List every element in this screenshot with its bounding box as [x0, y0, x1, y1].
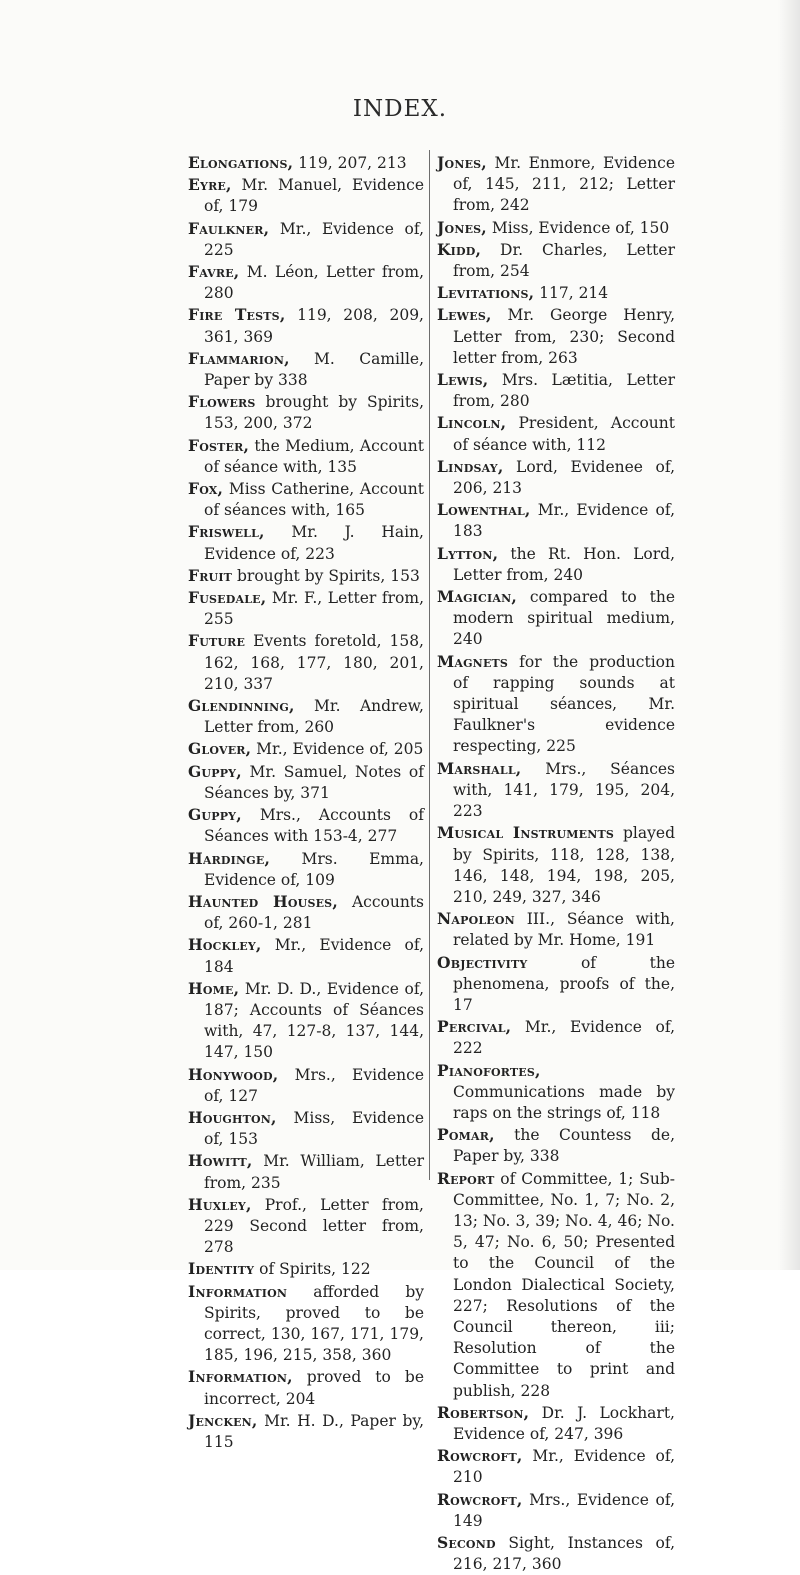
index-entry-text: Events foretold, 158, 162, 168, 177, 180, 201, 210, 337 [204, 632, 424, 693]
index-entry-text: Lord, Evidenee of, 206, 213 [453, 457, 675, 498]
index-entry-text: M. Camille, Paper by 338 [204, 349, 424, 390]
index-entry-heading: Flammarion, [188, 348, 290, 368]
index-entry-heading: Faulkner, [188, 218, 270, 238]
index-entry-heading: Lindsay, [437, 456, 504, 476]
index-entry [188, 1064, 424, 1107]
index-entry-heading: Guppy, [188, 805, 242, 825]
index-entry [437, 239, 675, 282]
index-entry-text: for the production of rapping sounds at spiritual séances, Mr. Faulkner's evidence respecting, 225 [453, 652, 675, 756]
index-entry-heading: Marshall, [437, 758, 522, 778]
index-entry [437, 1168, 675, 1402]
index-entry-text: Mrs., Evidence of, 149 [453, 1490, 675, 1530]
index-entry-text: Mr., Evidence of, 210 [453, 1447, 675, 1487]
index-entry-text: 119, 207, 213 [293, 154, 407, 172]
index-entry-heading: Rowcroft, [437, 1489, 523, 1509]
index-entry [437, 412, 675, 455]
index-entry-heading: Fruit [188, 565, 233, 585]
index-entry-text: Mr., Evidence of, 225 [204, 219, 424, 259]
index-entry [188, 891, 424, 934]
index-entry-text: 119, 208, 209, 361, 369 [204, 306, 424, 346]
index-entry-heading: Report [437, 1168, 495, 1188]
index-entry-heading: Hardinge, [188, 848, 271, 868]
index-entry-heading: Magician, [437, 587, 517, 607]
index-entry-heading: Houghton, [188, 1107, 277, 1127]
index-entry [188, 521, 424, 564]
index-entry-heading: Pianofortes, [437, 1060, 541, 1080]
index-entry-text: Mr., Evidence of, 205 [251, 740, 424, 759]
index-entry-text: Mr. J. Hain, Evidence of, 223 [204, 523, 424, 563]
index-entry [188, 478, 424, 521]
index-entry-text: Miss, Evidence of, 153 [204, 1108, 424, 1149]
index-entry [437, 586, 675, 651]
index-entry-text: Miss, Evidence of, 150 [486, 218, 670, 237]
index-entry-heading: Objectivity [437, 952, 528, 972]
index-entry-heading: Jones, [437, 153, 487, 172]
index-entry-heading: Percival, [437, 1017, 512, 1037]
index-entry [437, 952, 675, 1017]
index-entry-heading: Flowers [188, 392, 256, 412]
index-entry-heading: Jones, [437, 217, 487, 237]
index-entry-heading: Rowcroft, [437, 1446, 523, 1466]
index-entry-heading: Foster, [188, 435, 250, 455]
index-entry-text: the Countess de, Paper by, 338 [453, 1126, 675, 1166]
index-entry [437, 1016, 675, 1059]
index-entry [437, 1532, 675, 1575]
index-entry-text: brought by Spirits, 153 [232, 566, 420, 585]
index-entry-heading: Lewis, [437, 370, 489, 390]
index-entry-heading: Hockley, [188, 935, 262, 955]
index-entry-heading: Fusedale, [188, 588, 267, 608]
index-entry-text: Communications made by raps on the strings of, 118 [453, 1082, 675, 1122]
index-entry-text: M. Léon, Letter from, 280 [204, 263, 424, 303]
index-entry-text: Mrs., Evidence of, 127 [204, 1065, 424, 1105]
index-entry-heading: Huxley, [188, 1194, 252, 1214]
index-entry-text: compared to the modern spiritual medium, 240 [453, 588, 675, 649]
index-entry-text: Prof., Letter from, 229 Second letter from, 278 [204, 1195, 424, 1257]
index-entry-text: brought by Spirits, 153, 200, 372 [204, 393, 424, 433]
index-entry-heading: Musical Instruments [437, 823, 615, 843]
index-entry-heading: Lewes, [437, 305, 492, 325]
index-entry [437, 456, 675, 499]
index-entry-heading: Lytton, [437, 543, 499, 563]
index-entry [188, 761, 424, 804]
index-entry [188, 152, 424, 174]
index-entry [437, 499, 675, 542]
index-column-right [437, 152, 675, 1575]
index-entry-heading: Napoleon [437, 909, 515, 929]
index-entry-heading: Lincoln, [437, 413, 507, 433]
index-entry [437, 758, 675, 823]
index-entry-text: Mr. William, Letter from, 235 [204, 1152, 424, 1192]
index-entry-text: the Medium, Account of séance with, 135 [204, 436, 424, 476]
index-entry-heading: Jencken, [188, 1410, 258, 1430]
index-entry-heading: Robertson, [437, 1402, 530, 1422]
index-entry-text: Mr. Enmore, Evidence of, 145, 211, 212; Letter from, 242 [453, 154, 675, 215]
index-entry-text: Mrs. Lætitia, Letter from, 280 [453, 371, 675, 411]
index-entry [188, 934, 424, 977]
index-entry-text: Dr. Charles, Letter from, 254 [453, 240, 675, 281]
index-entry-text: III., Séance with, related by Mr. Home, 191 [453, 910, 675, 950]
index-entry-text: Mr. H. D., Paper by, 115 [204, 1411, 424, 1451]
index-entry-text: Dr. J. Lockhart, Evidence of, 247, 396 [453, 1403, 675, 1443]
index-entry [437, 822, 675, 908]
index-entry-heading: Honywood, [188, 1064, 279, 1084]
index-entry [437, 1060, 675, 1125]
index-entry-text: Miss Catherine, Account of séances with, 165 [204, 480, 424, 520]
index-entry-text: Mr., Evidence of, 183 [453, 501, 675, 541]
index-entry-heading: Pomar, [437, 1125, 495, 1145]
index-entry [188, 587, 424, 630]
index-entry-text: Accounts of, 260-1, 281 [204, 892, 424, 933]
index-entry [188, 695, 424, 738]
index-entry [188, 174, 424, 217]
index-entry [188, 1281, 424, 1367]
index-entry-text: afforded by Spirits, proved to be correct, 130, 167, 171, 179, 185, 196, 215, 358, 360 [204, 1282, 424, 1365]
index-entry-heading: Friswell, [188, 522, 265, 542]
index-entry [437, 543, 675, 586]
index-entry-text: Mrs., Séances with, 141, 179, 195, 204, 223 [453, 759, 675, 821]
index-entry [437, 282, 675, 304]
index-entry-text: Mrs., Accounts of Séances with 153-4, 277 [204, 806, 424, 846]
index-entry [188, 848, 424, 891]
index-entry [188, 978, 424, 1064]
index-entry-text: played by Spirits, 118, 128, 138, 146, 148, 194, 198, 205, 210, 249, 327, 346 [453, 824, 675, 906]
index-entry-text: proved to be incorrect, 204 [204, 1368, 424, 1408]
index-entry [188, 1194, 424, 1259]
index-entry-heading: Glover, [188, 739, 252, 759]
index-entry-text: Mr. Manuel, Evidence of, 179 [204, 176, 424, 216]
index-entry-heading: Kidd, [437, 239, 482, 259]
index-entry [188, 630, 424, 695]
index-entry [188, 1258, 424, 1280]
index-entry-heading: Eyre, [188, 175, 232, 195]
index-entry-heading: Information [188, 1281, 288, 1301]
index-entry [437, 651, 675, 758]
index-entry-heading: Haunted Houses, [188, 891, 338, 911]
index-entry-heading: Second [437, 1533, 496, 1552]
page-edge-shadow [778, 0, 800, 1270]
column-divider [429, 150, 430, 1180]
index-entry-heading: Lowenthal, [437, 500, 531, 520]
index-entry-text: of Spirits, 122 [254, 1260, 371, 1279]
index-entry [437, 217, 675, 239]
index-entry [437, 1124, 675, 1167]
index-entry [437, 908, 675, 951]
index-entry [188, 738, 424, 760]
index-entry-text: the Rt. Hon. Lord, Letter from, 240 [453, 544, 675, 584]
index-entry [188, 1150, 424, 1193]
page-title: INDEX. [352, 96, 448, 122]
index-entry [437, 369, 675, 412]
index-entry-text: Mr. Samuel, Notes of Séances by, 371 [204, 762, 424, 802]
index-entry [188, 304, 424, 347]
index-entry [188, 391, 424, 434]
index-entry [188, 435, 424, 478]
index-entry-heading: Levitations, [437, 283, 535, 303]
index-entry-text: Mr., Evidence of, 222 [453, 1018, 675, 1058]
index-entry-text: Mr. D. D., Evidence of, 187; Accounts of Séances with, 47, 127-8, 137, 144, 147, 150 [204, 979, 424, 1062]
index-entry-text: President, Account of séance with, 112 [453, 414, 675, 454]
index-entry [188, 218, 424, 261]
index-entry-text: Mrs. Emma, Evidence of, 109 [204, 849, 424, 889]
index-entry-heading: Fox, [188, 479, 224, 499]
index-entry [188, 261, 424, 304]
index-entry-heading: Magnets [437, 651, 509, 671]
index-entry [437, 304, 675, 369]
index-entry-text: Mr. Andrew, Letter from, 260 [204, 697, 424, 737]
index-entry-text: Mr. F., Letter from, 255 [204, 589, 424, 629]
index-entry [188, 565, 424, 587]
index-entry [188, 1366, 424, 1409]
index-entry-heading: Guppy, [188, 761, 242, 781]
index-entry-text: Mr. George Henry, Letter from, 230; Second letter from, 263 [453, 306, 675, 367]
index-entry-heading: Favre, [188, 262, 240, 282]
index-entry-text: Mr., Evidence of, 184 [204, 936, 424, 976]
index-entry-heading: Elongations, [188, 153, 294, 172]
index-entry [188, 348, 424, 391]
index-entry-heading: Future [188, 631, 246, 651]
index-entry-heading: Howitt, [188, 1151, 253, 1171]
index-entry [437, 152, 675, 217]
index-entry-heading: Information, [188, 1367, 293, 1387]
index-entry-heading: Fire Tests, [188, 305, 286, 325]
index-entry-heading: Identity [188, 1259, 255, 1279]
index-entry [188, 804, 424, 847]
index-entry-text: of Committee, 1; Sub-Committee, No. 1, 7; No. 2, 13; No. 3, 39; No. 4, 46; No. 5, 47; No. 6, 50; Presented to the Council of the London Dialectical Society, 227; Resolutions of the Council thereon, iii; Resolution of the Committee to print and publish, 228 [453, 1169, 675, 1400]
index-entry-text: of the phenomena, proofs of the, 17 [453, 953, 675, 1014]
index-entry [188, 1410, 424, 1453]
index-entry-heading: Glendinning, [188, 696, 295, 716]
index-entry-text: Sight, Instances of, 216, 217, 360 [453, 1534, 675, 1574]
index-entry-text: 117, 214 [534, 284, 609, 303]
index-column-left [188, 152, 424, 1453]
index-entry [437, 1445, 675, 1488]
index-entry [188, 1107, 424, 1150]
index-entry-heading: Home, [188, 978, 240, 998]
index-entry [437, 1489, 675, 1532]
index-entry [437, 1402, 675, 1445]
